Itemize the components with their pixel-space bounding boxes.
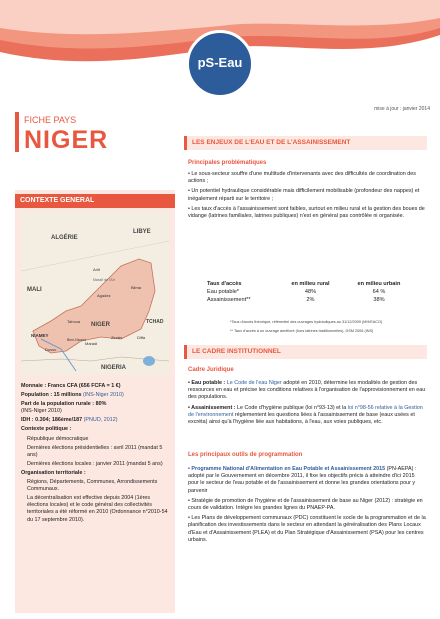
- code-eau-link[interactable]: Le Code de l'eau Niger: [226, 380, 282, 386]
- fact-rural-label: Part de la population rurale : 80%: [21, 401, 107, 408]
- ps-eau-logo: [186, 30, 254, 98]
- table-header: Taux d'accès: [207, 281, 242, 287]
- table-footnote-1: *Taux d'accès théorique, référentiel des ouvrages hydrauliques au 31/12/2009 (MH/EACO): [230, 320, 383, 324]
- table-cell: Eau potable*: [207, 289, 240, 295]
- table-cell: 64 %: [372, 289, 386, 295]
- table-row: [205, 296, 415, 304]
- table-header-row: [205, 280, 415, 288]
- fact-monnaie: Monnaie : Francs CFA (656 FCFA = 1 €): [21, 383, 121, 389]
- juridique-eau-text: adopté en 2010, détermine les modalités de gestion des ressources en eau et précise les conditions relatives à l'organisation de l'approvisionnement en eau des populations.: [188, 380, 426, 401]
- outil-pn-aepa: [188, 466, 426, 495]
- juridique-assainissement-text: réglementent les questions liées à l'assainissement de base (eaux usées et excréta) ainsi qu'à l'hygiène liée aux habitations, à l'eau, aux voies publiques, etc.: [188, 411, 415, 426]
- country-facts: [21, 383, 171, 526]
- contexte-item: République démocratique: [27, 435, 89, 442]
- map-label-niger: NIGER: [91, 322, 111, 328]
- juridique-assainissement-intro: Le Code d'hygiène publique (loi n°93-13) et la: [237, 404, 348, 411]
- map-label-algerie: ALGÉRIE: [51, 235, 78, 241]
- table-cell: 2%: [306, 297, 315, 303]
- organisation-item: Régions, Départements, Communes, Arrondissements Communaux.: [27, 479, 158, 493]
- map-label-niamey: NIAMEY: [31, 333, 49, 338]
- fiche-label: FICHE PAYS: [24, 115, 77, 125]
- niger-map: [21, 211, 169, 375]
- problematique-item: • Un potentiel hydraulique considérable mais difficilement mobilisable (profondeur des nappes) et inégalement réparti sur le territoire ;: [188, 188, 420, 202]
- map-label-mts: Massif de l'Aïr: [93, 278, 115, 282]
- table-cell: 48%: [304, 289, 317, 295]
- problematique-item: • Le sous-secteur souffre d'une multitude d'intervenants avec des difficultés de coordination des actions ;: [188, 171, 416, 185]
- map-label-nigeria: NIGERIA: [101, 365, 127, 371]
- fact-rural-src: (INS-Niger 2010): [21, 408, 62, 415]
- outils-programmation-subtitle: Les principaux outils de programmation: [188, 452, 303, 458]
- map-label-mali: MALI: [27, 287, 42, 293]
- juridique-eau: [188, 380, 426, 402]
- cadre-juridique-subtitle: Cadre Juridique: [188, 367, 234, 373]
- juridique-assainissement: [188, 405, 426, 427]
- problematiques-list: [188, 171, 426, 223]
- fact-rural: [21, 401, 171, 415]
- juridique-eau-label: • Eau potable :: [188, 380, 227, 386]
- pn-aepa-link[interactable]: • Programme National d'Alimentation en Eau Potable et Assainissement 2015: [188, 466, 386, 472]
- pn-aepa-text: (PN-AEPA) : adopté par le Gouvernement en décembre 2011, il fixe les objectifs précis à atteindre d'ici 2015 pour le secteur de l'eau potable et de l'assainissement et donne les grandes orientations pour y parvenir: [188, 466, 417, 494]
- fact-population: [21, 392, 171, 399]
- fact-population-label: Population : 15 millions: [21, 392, 83, 399]
- problematiques-subtitle: Principales problématiques: [188, 160, 267, 166]
- juridique-assainissement-label: • Assainissement :: [188, 404, 238, 411]
- fact-idh: [21, 417, 171, 424]
- map-label-maradi: Maradi: [85, 341, 98, 346]
- map-label-bilma: Bilma: [131, 285, 142, 290]
- outils-programmation-text: [188, 466, 426, 547]
- map-label-birni: Birni-Nkonni: [67, 338, 87, 342]
- organisation-title: Organisation territoriale :: [21, 469, 86, 476]
- map-label-dosso: Dosso: [45, 347, 57, 352]
- contexte-general-header: CONTEXTE GENERAL: [15, 194, 175, 208]
- cadre-juridique-text: [188, 380, 426, 429]
- map-label-libye: LIBYE: [133, 229, 151, 235]
- outil-strategie-hygiene: • Stratégie de promotion de l'hygiène et de l'assainissement de base au Niger (2012) : stratégie en cours de validation. Intègre les grandes lignes du PNAEP-PA.: [188, 497, 423, 512]
- fact-idh-label: IDH : 0.304; 186ème/187: [21, 417, 84, 424]
- contexte-politique-title: Contexte politique :: [21, 426, 72, 433]
- fact-idh-link[interactable]: (PNUD, 2012): [83, 417, 118, 424]
- table-row: [205, 288, 415, 296]
- map-label-zinder: Zinder: [111, 335, 123, 340]
- map-label-diffa: Diffa: [137, 335, 146, 340]
- table-cell: 38%: [373, 297, 385, 303]
- map-label-agadez: Agadez: [97, 293, 111, 298]
- table-footnote-2: ** Taux d'accès à un ouvrage amélioré (hors latrines traditionnelles), DSM 2006 (INS): [230, 329, 374, 333]
- enjeux-header: LES ENJEUX DE L'EAU ET DE L'ASSAINISSEMENT: [184, 136, 427, 150]
- title-accent-bar: [15, 112, 19, 152]
- taux-acces-table: [205, 280, 415, 304]
- map-label-tchad: TCHAD: [146, 319, 164, 325]
- cadre-institutionnel-header: LE CADRE INSTITUTIONNEL: [184, 345, 427, 359]
- map-label-arlit: Arlit: [93, 267, 100, 272]
- organisation-item: La décentralisation est effective depuis 2004 (1ères élections locales) et le code général des collectivités territoriales a été réformé en 2010 (Ordonnance n°2010-54 du 17 septembre 2010).: [27, 495, 168, 523]
- fact-population-link[interactable]: (INS-Niger 2010): [83, 392, 124, 399]
- country-title: NIGER: [24, 126, 109, 154]
- table-header: en milieu urbain: [357, 281, 401, 287]
- contexte-item: Dernières élections présidentielles : avril 2011 (mandat 5 ans): [27, 444, 163, 458]
- problematique-item: • Les taux d'accès à l'assainissement sont faibles, surtout en milieu rural et la gestion des boues de vidange (latrines familiales, latrines publiques) n'est en général pas contrôlée ni organisée.: [188, 205, 425, 220]
- contexte-item: Dernières élections locales : janvier 2011 (mandat 5 ans): [27, 460, 163, 467]
- outil-pdc: • Les Plans de développement communaux (PDC) constituent le socle de la programmation et de la planification des investissements dans le secteur en attendant la généralisation des Plans Locaux d'Eau et d'Assainissement (PLEA) et du Plan Stratégique d'Assainissement (PSA) pour les centres urbains.: [188, 515, 426, 543]
- table-header: en milieu rural: [291, 281, 330, 287]
- map-label-tahoua: Tahoua: [67, 319, 81, 324]
- table-cell: Assainissement**: [207, 297, 251, 303]
- logo-text: pS-Eau: [197, 55, 243, 70]
- loi-environnement-link[interactable]: loi n°98-56 relative à la Gestion de l'environnement: [188, 404, 423, 418]
- update-date: mise à jour : janvier 2014: [374, 106, 430, 112]
